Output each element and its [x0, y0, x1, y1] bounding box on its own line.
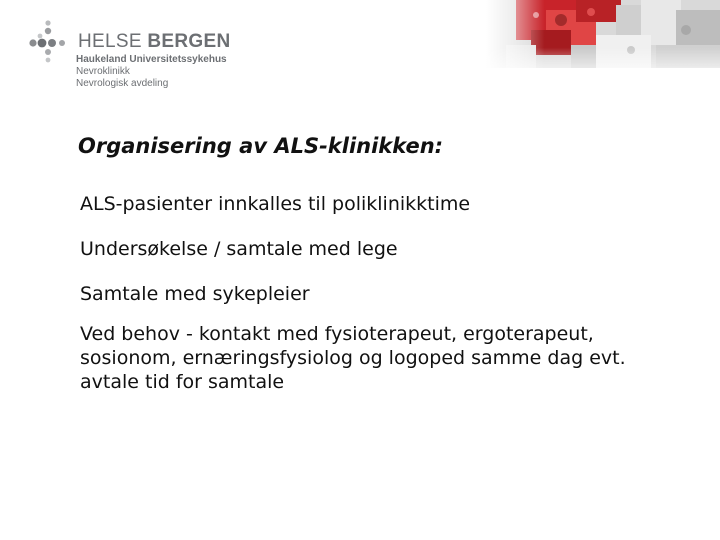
list-item: Samtale med sykepleier: [80, 283, 310, 305]
slide-title: Organisering av ALS-klinikken:: [78, 134, 444, 158]
logo-name: [78, 31, 231, 53]
list-item: ALS-pasienter innkalles til poliklinikktime: [80, 193, 471, 215]
texture-pattern-icon: [486, 0, 720, 68]
logo-clinic-name: Nevroklinikk: [76, 66, 130, 77]
logo-name-bold: BERGEN: [147, 31, 231, 52]
list-item: Undersøkelse / samtale med lege: [80, 238, 398, 260]
logo-department-name: Nevrologisk avdeling: [76, 78, 169, 89]
helse-bergen-logo: [26, 20, 266, 100]
logo-name-light: HELSE: [78, 31, 142, 52]
logo-dots-icon: [26, 20, 76, 65]
logo-hospital-name: Haukeland Universitetssykehus: [76, 54, 227, 65]
list-item: Ved behov - kontakt med fysioterapeut, ergoterapeut, sosionom, ernæringsfysiolog og logoped samme dag evt. avtale tid for samtale: [80, 323, 626, 393]
decorative-texture-image: [486, 0, 720, 68]
